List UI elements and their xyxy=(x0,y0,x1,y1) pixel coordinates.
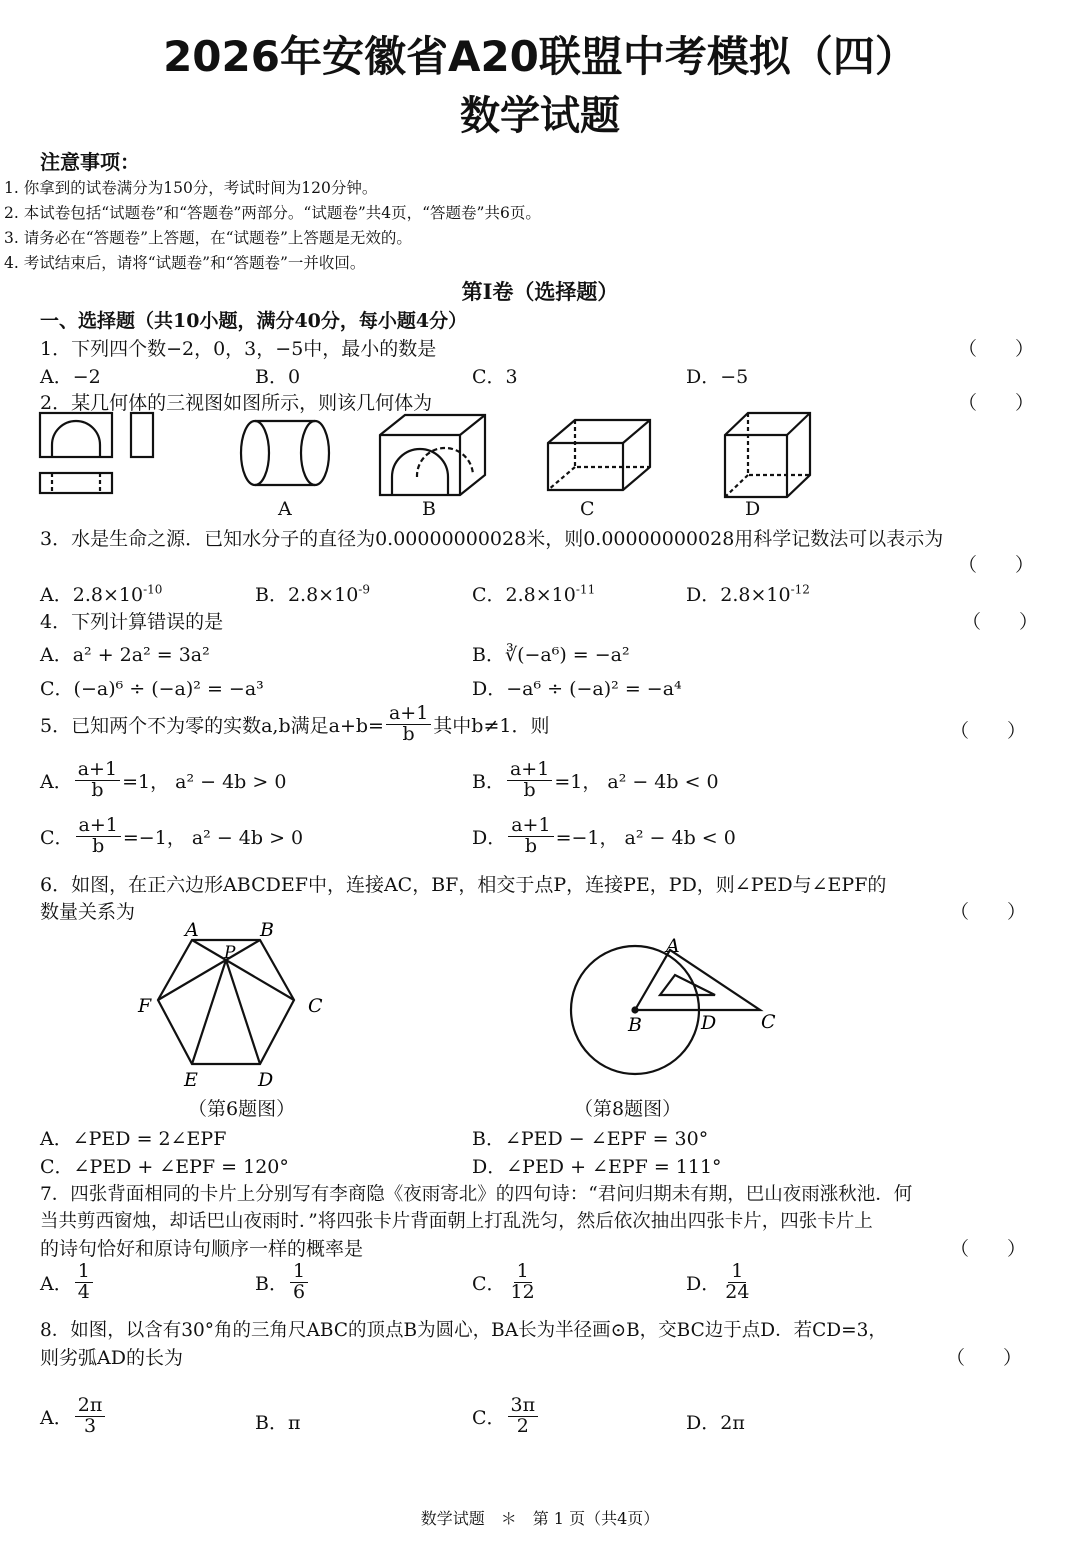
q8-circle-figure xyxy=(560,930,790,1080)
notice-item-2: 2. 本试卷包括“试题卷”和“答题卷”两部分。“试题卷”共4页，“答题卷”共6页。 xyxy=(4,204,541,222)
q4-stem: 4．下列计算错误的是 xyxy=(40,611,224,633)
q2-figures xyxy=(30,405,1050,520)
q8-stem-line1: 8．如图，以含有30°角的三角尺ABC的顶点B为圆心，BA长为半径画⊙B，交BC边于点D．若CD=3， xyxy=(40,1320,887,1341)
label-c: C xyxy=(308,995,323,1017)
q2-label-d: D xyxy=(745,498,761,520)
q1-answer-paren: （ ） xyxy=(958,338,1035,360)
label-b: B xyxy=(260,919,274,941)
q5-option-a: A． $\frac{a+1}{b}$ =1， a² − 4b > 0 xyxy=(40,758,287,801)
q7-option-d: D． $\frac{1}{24}$ xyxy=(686,1260,750,1303)
page-footer: 数学试题 ＊ 第 1 页（共4页） xyxy=(420,1509,660,1528)
q4-answer-paren: （ ） xyxy=(962,611,1039,633)
q6-answer-paren: （ ） xyxy=(950,901,1027,923)
q3-stem: 3．水是生命之源．已知水分子的直径为0.00000000028米，则0.00000000028用科学记数法可以表示为 xyxy=(40,528,944,550)
label-p: P xyxy=(224,943,236,963)
notice-heading: 注意事项： xyxy=(40,150,140,174)
label-d: D xyxy=(701,1012,717,1034)
q7-answer-paren: （ ） xyxy=(950,1238,1027,1260)
q3-answer-paren: （ ） xyxy=(958,554,1035,576)
q1-option-b: B．0 xyxy=(255,366,301,388)
q4-option-a: A．a² + 2a² = 3a² xyxy=(40,644,210,666)
q5-option-c: C． $\frac{a+1}{b}$ =−1， a² − 4b > 0 xyxy=(40,814,304,857)
q8-figure-caption: （第8题图） xyxy=(574,1098,682,1120)
q6-option-d: D．∠PED + ∠EPF = 111° xyxy=(472,1156,722,1178)
volume-title: 第Ⅰ卷（选择题） xyxy=(461,279,619,304)
q6-option-a: A．∠PED = 2∠EPF xyxy=(40,1128,227,1150)
q5-stem: 5．已知两个不为零的实数a,b满足a+b= $\frac{a+1}{b}$ 其中b≠1．则 xyxy=(40,702,550,745)
label-c: C xyxy=(761,1011,776,1033)
page-subtitle: 数学试题 xyxy=(460,93,620,139)
q5-option-b: B． $\frac{a+1}{b}$ =1， a² − 4b < 0 xyxy=(472,758,719,801)
q2-label-a: A xyxy=(278,498,292,520)
q2-label-c: C xyxy=(580,498,595,520)
notice-item-1: 1. 你拿到的试卷满分为150分，考试时间为120分钟。 xyxy=(4,179,378,197)
label-e: E xyxy=(184,1069,198,1091)
q7-stem-line2: 当共剪西窗烛，却话巴山夜雨时．”将四张卡片背面朝上打乱洗匀，然后依次抽出四张卡片，四张卡片上 xyxy=(40,1211,873,1232)
q7-stem-line1: 7．四张背面相同的卡片上分别写有李商隐《夜雨寄北》的四句诗：“君问归期未有期，巴山夜雨涨秋池．何 xyxy=(40,1184,913,1205)
q4-option-b: B．∛(−a⁶) = −a² xyxy=(472,644,630,666)
q7-stem-line3: 的诗句恰好和原诗句顺序一样的概率是 xyxy=(40,1238,364,1260)
q8-option-c: C． $\frac{3\pi}{2}$ xyxy=(472,1396,540,1437)
notice-item-3: 3. 请务必在“答题卷”上答题，在“试题卷”上答题是无效的。 xyxy=(4,229,412,247)
q2-solid-c xyxy=(548,420,650,490)
label-a: A xyxy=(666,935,680,957)
q7-option-a: A． $\frac{1}{4}$ xyxy=(40,1262,95,1303)
label-d: D xyxy=(258,1069,274,1091)
label-f: F xyxy=(138,995,152,1017)
q6-option-b: B．∠PED − ∠EPF = 30° xyxy=(472,1128,709,1150)
q5-option-d: D． $\frac{a+1}{b}$ =−1， a² − 4b < 0 xyxy=(472,814,736,857)
q3-option-c: C．$2.8\times 10^{-11}$ xyxy=(472,582,596,606)
q5-answer-paren: （ ） xyxy=(950,720,1027,742)
q2-solid-d xyxy=(725,413,810,497)
notice-item-4: 4. 考试结束后，请将“试题卷”和“答题卷”一并收回。 xyxy=(4,254,366,272)
q6-figure-caption: （第6题图） xyxy=(188,1098,296,1120)
q3-option-d: D．$2.8\times 10^{-12}$ xyxy=(686,582,810,606)
q3-option-a: A．$2.8\times 10^{-10}$ xyxy=(40,582,163,606)
q7-option-c: C． $\frac{1}{12}$ xyxy=(472,1260,535,1303)
q6-stem-line1: 6．如图，在正六边形ABCDEF中，连接AC，BF，相交于点P，连接PE，PD，则∠PED与∠EPF的 xyxy=(40,874,887,896)
q1-option-a: A．−2 xyxy=(40,366,101,388)
q8-option-b: B．π xyxy=(255,1412,301,1434)
q8-option-a: A． $\frac{2\pi}{3}$ xyxy=(40,1396,107,1437)
q2-solid-b xyxy=(380,415,485,495)
q4-option-c: C．(−a)⁶ ÷ (−a)² = −a³ xyxy=(40,678,264,700)
q2-answer-paren: （ ） xyxy=(958,392,1035,414)
q8-stem-line2: 则劣弧AD的长为 xyxy=(40,1347,183,1369)
page-title: 2026年安徽省A20联盟中考模拟（四） xyxy=(163,32,917,81)
label-a: A xyxy=(185,919,199,941)
label-b: B xyxy=(628,1014,642,1036)
q1-stem: 1．下列四个数−2，0，3，−5中，最小的数是 xyxy=(40,338,437,360)
q4-option-d: D．−a⁶ ÷ (−a)² = −a⁴ xyxy=(472,678,682,700)
q2-label-b: B xyxy=(422,498,436,520)
three-view-drawing xyxy=(40,413,153,493)
q2-solid-a xyxy=(241,421,329,485)
q8-option-d: D．2π xyxy=(686,1412,745,1434)
section-title: 一、选择题（共10小题，满分40分，每小题4分） xyxy=(40,310,468,332)
q6-option-c: C．∠PED + ∠EPF = 120° xyxy=(40,1156,289,1178)
q8-answer-paren: （ ） xyxy=(946,1347,1023,1369)
q1-option-c: C．3 xyxy=(472,366,518,388)
q2-stem: 2．某几何体的三视图如图所示，则该几何体为 xyxy=(40,392,433,414)
q3-option-b: B．$2.8\times 10^{-9}$ xyxy=(255,582,370,606)
q6-stem-line2: 数量关系为 xyxy=(40,901,136,923)
q7-option-b: B． $\frac{1}{6}$ xyxy=(255,1262,310,1303)
q6-hexagon-figure xyxy=(130,918,340,1093)
q1-option-d: D．−5 xyxy=(686,366,749,388)
